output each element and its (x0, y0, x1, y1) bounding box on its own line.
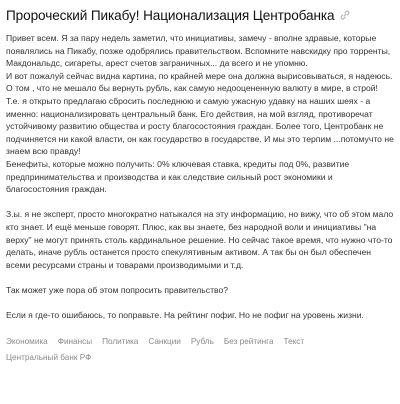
link-icon[interactable] (340, 10, 350, 20)
tag-sanctions[interactable]: Санкции (148, 336, 181, 346)
story-paragraph: Так может уже пора об этом попросить правительство? (6, 284, 229, 295)
tag-economy[interactable]: Экономика (6, 336, 48, 346)
story-paragraph: Если я где-то ошибаюсь, то поправьте. На рейтинг пофиг. Но не пофиг на уровень жизни. (6, 310, 364, 321)
story-paragraph: З.ы. я не эксперт, просто многократно натыкался на эту информацию, но вижу, что об этом мало кто знает. И ещё меньше говорят. Плюс, как вы знаете, без народной воли и инициативы "на верху" не могут принять столь кардинальное решение. Но сейчас такое время, что нужно что-то делать, иначе рубль останется просто спекулятивным активом. А так бы он был обеспечен всеми ресурсами страны и товарами производимыми и т.д. (6, 209, 394, 270)
story-paragraph: Привет всем. Я за пару недель заметил, что инициативы, замечу - вполне здравые, которые появлялись на Пикабу, позже одобрялись правительством. Вспомните навскидку про торренты, Макдональдс, сигареты, арест счетов заграничных... да всего и не упомню. (6, 33, 391, 69)
tag-ruble[interactable]: Рубль (190, 336, 214, 346)
story-tags (6, 336, 394, 348)
tag-no-rating[interactable]: Без рейтинга (223, 336, 274, 346)
story-title[interactable]: Пророческий Пикабу! Национализация Центробанка (6, 7, 335, 23)
story-paragraph: И вот пожалуй сейчас видна картина, по крайней мере она должна вырисовываться, я надеюсь. О том , что не мешало бы вернуть рубль, как самую недооцененную валюту в мире, в строй! Т.е. я открыто предлагаю сбросить последнюю и самую ужасную удавку на наших шеях - а именно: национализировать центральный банк. Его действия, на мой взгляд, противоречат устойчивому развитию общества и росту благосостояния граждан. Более того, Центробанк не подчиняется ни какой власти, он как государство в государстве. И мы это терпим ...потомучто не знаем всю правду! (6, 70, 394, 157)
story-paragraph: Бенефиты, которые можно получить: 0% ключевая ставка, кредиты под 0%, развитие предпринимательства и производства и как следствие сильный рост экономики и благосостояния граждан. (6, 158, 350, 195)
tag-text[interactable]: Текст (283, 336, 305, 346)
story-tags-row-2 (6, 352, 394, 364)
tag-central-bank[interactable]: Центральный банк РФ (6, 352, 92, 362)
tag-politics[interactable]: Политика (102, 336, 139, 346)
story-header (6, 4, 394, 26)
tag-finance[interactable]: Финансы (57, 336, 93, 346)
story-content (6, 32, 394, 322)
